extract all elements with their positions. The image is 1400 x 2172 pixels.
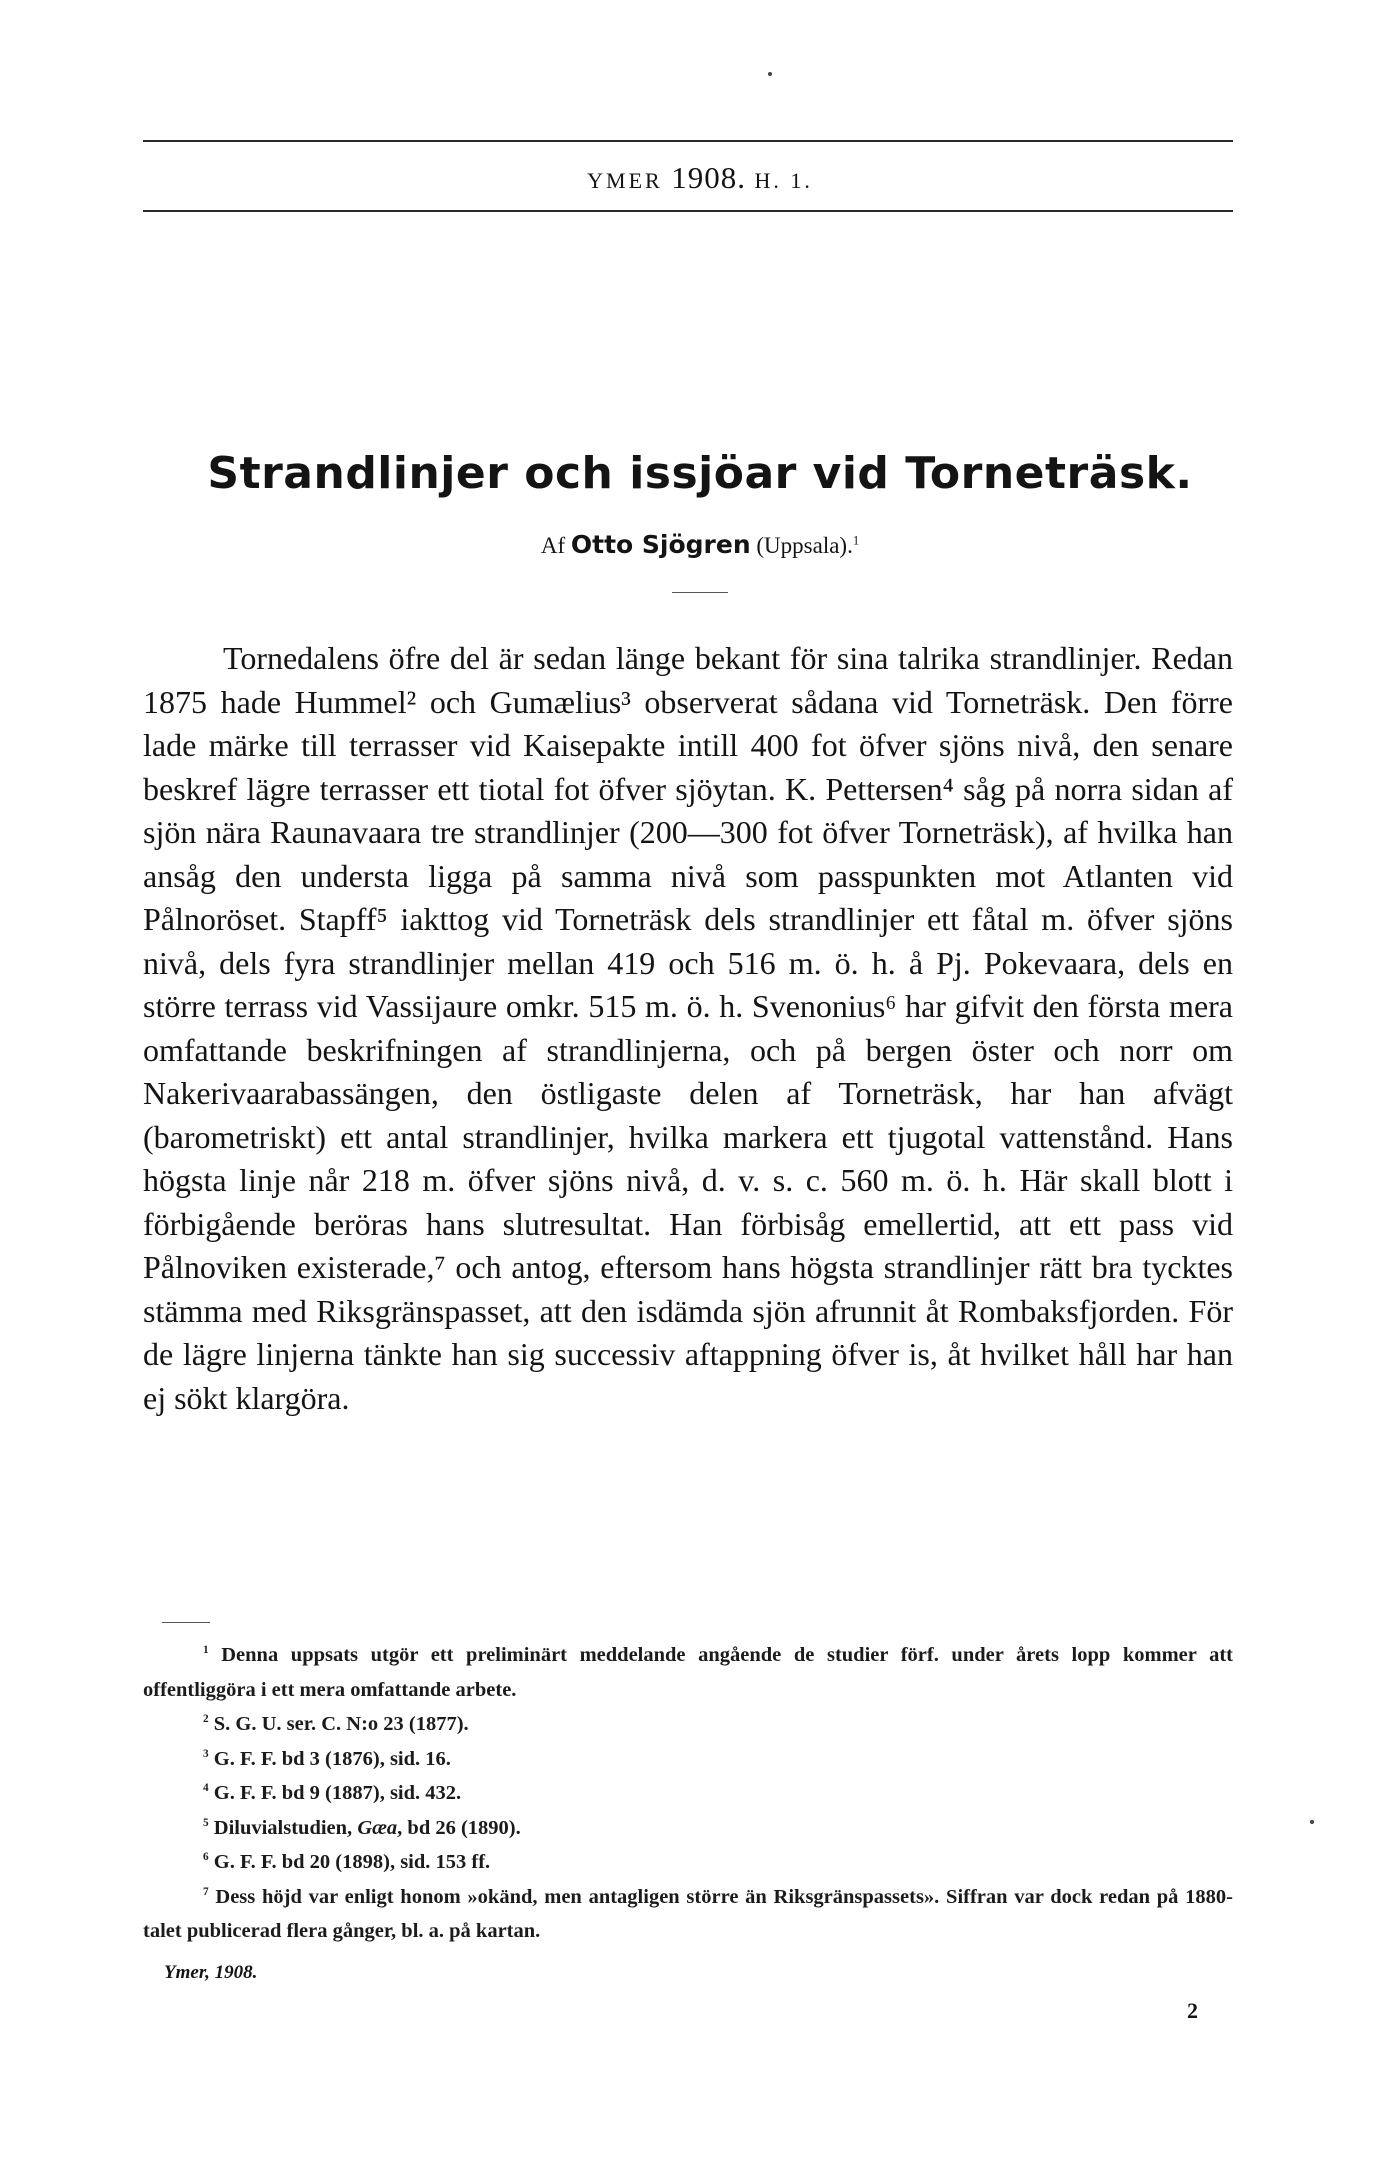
footnote-3: $^3$ G. F. F. bd 3 (1876), sid. 16. — [203, 1747, 451, 1770]
header-year: 1908. — [671, 160, 746, 195]
header-issue: H. 1. — [754, 168, 813, 193]
print-speck — [768, 72, 772, 76]
footer-journal-signature: Ymer, 1908. — [164, 1962, 258, 1983]
footnotes — [143, 1638, 1233, 1949]
header-rule-top — [143, 140, 1233, 142]
paragraph: Tornedalens öfre del är sedan länge bekant för sina talrika strandlinjer. Redan 1875 hade Hummel² och Gumælius³ observerat sådana vid Torneträsk. Den förre lade märke till terrasser vid Kaisepakte intill 400 fot öfver sjöns nivå, den senare beskref lägre terrasser ett tiotal fot öfver sjöytan. K. Pettersen⁴ såg på norra sidan af sjön nära Raunavaara tre strandlinjer (200—300 fot öfver Torneträsk), af hvilka han ansåg den understa ligga på samma nivå som passpunkten mot Atlanten vid Pålnoröset. Stapff⁵ iakttog vid Torneträsk dels strandlinjer ett fåtal m. öfver sjöns nivå, dels fyra strandlinjer mellan 419 och 516 m. ö. h. å Pj. Pokevaara, dels en större terrass vid Vassijaure omkr. 515 m. ö. h. Svenonius⁶ har gifvit den första mera omfattande beskrifningen af strandlinjerna, och på bergen öster och norr om Nakerivaarabassängen, den östligaste delen af Torneträsk, har han afvägt (barometriskt) ett antal strandlinjer, hvilka markera ett tjugotal vattenstånd. Hans högsta linje når 218 m. öfver sjöns nivå, d. v. s. c. 560 m. ö. h. Här skall blott i förbigående beröras hans slutresultat. Han förbisåg emellertid, att ett pass vid Pålnoviken existerade,⁷ och antog, eftersom hans högsta strandlinjer rätt bra tycktes stämma med Riksgränspasset, att den isdämda sjön afrunnit åt Rombaksfjorden. För de lägre linjerna tänkte han sig successiv aftappning öfver is, åt hvilket håll har han ej sökt klargöra. — [143, 640, 1233, 1416]
footnote-4: $^4$ G. F. F. bd 9 (1887), sid. 432. — [203, 1782, 462, 1804]
body-text — [143, 637, 1233, 1420]
footnote-5: $^5$ Diluvialstudien, Gæa, bd 26 (1890). — [203, 1816, 521, 1839]
footnote-separator — [162, 1622, 210, 1623]
footnote-7: $^7$ Dess höjd var enligt honom »okänd, men antagligen större än Riksgränspassets». Siffran var dock redan på 1880-talet publicerad flera gånger, bl. a. på kartan. — [143, 1885, 1233, 1942]
byline — [0, 530, 1400, 559]
footnote-6: $^6$ G. F. F. bd 20 (1898), sid. 153 ff. — [203, 1851, 491, 1873]
author-affiliation: (Uppsala). — [756, 533, 853, 558]
signature-mark: 2 — [1187, 1998, 1198, 2023]
header-journal: YMER — [587, 168, 663, 193]
running-header — [0, 160, 1400, 196]
article-title: Strandlinjer och issjöar vid Torneträsk. — [207, 448, 1193, 499]
title-separator — [672, 592, 728, 593]
byline-footnote-mark: 1 — [852, 533, 860, 548]
footnote-1: $^1$ Denna uppsats utgör ett preliminärt meddelande angående de studier förf. under årets lopp kommer att offentliggöra i ett mera omfattande arbete. — [143, 1644, 1234, 1701]
print-speck — [1310, 1820, 1314, 1824]
footnote-2: $^2$ S. G. U. ser. C. N:o 23 (1877). — [203, 1713, 469, 1735]
byline-prefix: Af — [540, 533, 566, 558]
header-rule-bottom — [143, 210, 1233, 212]
author-name: Otto Sjögren — [570, 530, 751, 559]
